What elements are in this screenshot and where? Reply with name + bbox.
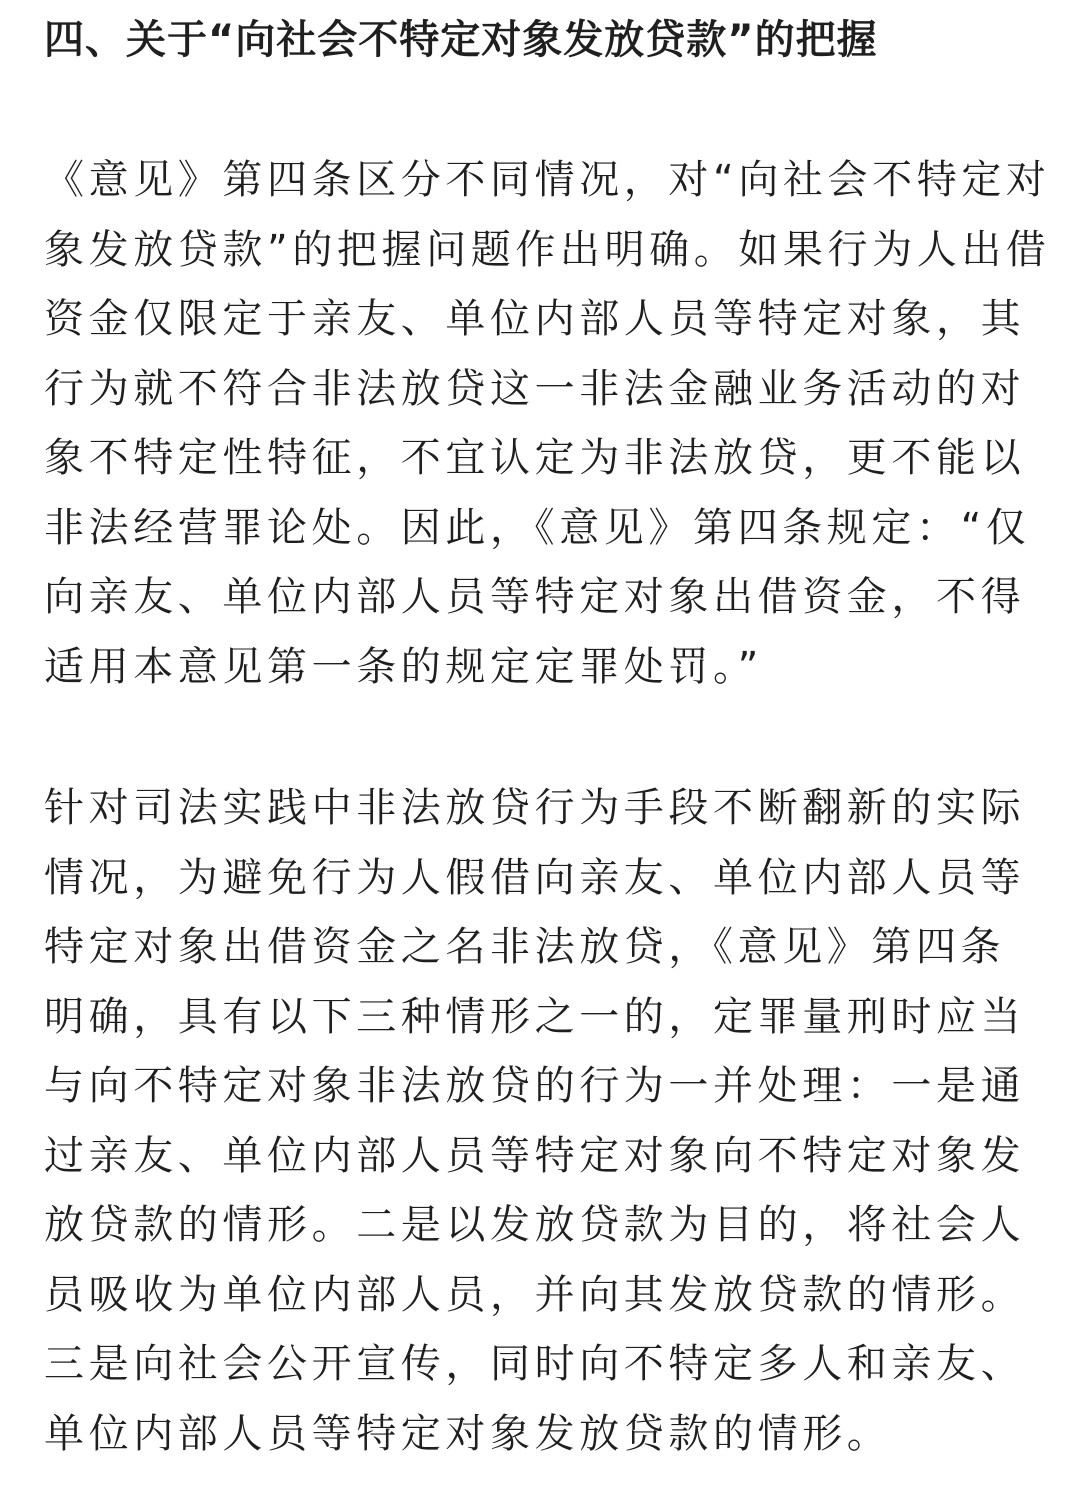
text-line: 情况，为避免行为人假借向亲友、单位内部人员等 [44, 854, 1026, 901]
text-line: 象不特定性特征，不宜认定为非法放贷，更不能以 [44, 435, 1026, 481]
text-line: 针对司法实践中非法放贷行为手段不断翻新的实际 [44, 785, 1026, 831]
text-line: 非法经营罪论处。因此，《意见》第四条规定：“仅 [44, 504, 1031, 551]
text-line: 三是向社会公开宣传，同时向不特定多人和亲友、 [44, 1341, 1026, 1387]
text-line: 与向不特定对象非法放贷的行为一并处理：一是通 [44, 1063, 1026, 1109]
paragraph-1 [44, 146, 1051, 702]
text-line: 特定对象出借资金之名非法放贷，《意见》第四条 [44, 924, 1006, 970]
text-line: 资金仅限定于亲友、单位内部人员等特定对象，其 [44, 296, 1026, 342]
text-line: 向亲友、单位内部人员等特定对象出借资金，不得 [44, 574, 1026, 620]
text-line: 过亲友、单位内部人员等特定对象向不特定对象发 [44, 1132, 1026, 1179]
section-heading: 四、关于“向社会不特定对象发放贷款”的把握 [44, 17, 878, 63]
text-line: 明确，具有以下三种情形之一的，定罪量刑时应当 [44, 993, 1026, 1040]
text-line: 象发放贷款”的把握问题作出明确。如果行为人出借 [44, 226, 1051, 273]
text-line: 适用本意见第一条的规定定罪处罚。” [44, 643, 763, 690]
text-line: 单位内部人员等特定对象发放贷款的情形。 [44, 1410, 892, 1457]
text-line: 放贷款的情形。二是以发放贷款为目的，将社会人 [44, 1202, 1026, 1248]
text-line: 《意见》第四条区分不同情况，对“向社会不特定对 [44, 157, 1051, 203]
paragraph-2 [44, 774, 1040, 1469]
text-line: 员吸收为单位内部人员，并向其发放贷款的情形。 [44, 1271, 1026, 1318]
text-line: 行为就不符合非法放贷这一非法金融业务活动的对 [44, 365, 1026, 412]
